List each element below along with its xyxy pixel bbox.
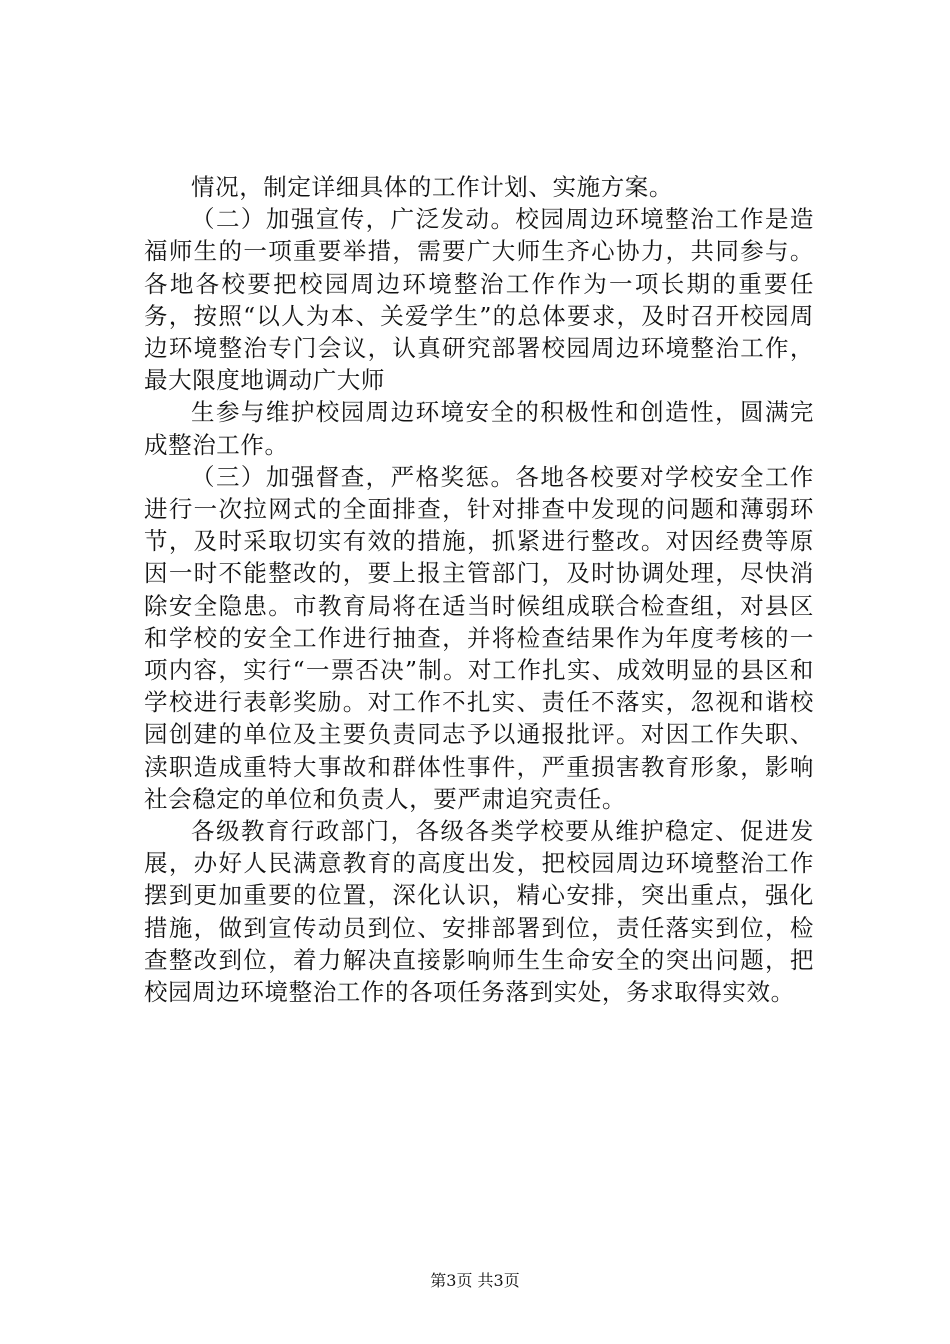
page-footer: 第3页 共3页 bbox=[430, 1271, 520, 1290]
paragraph-1: 情况，制定详细具体的工作计划、实施方案。 bbox=[191, 173, 673, 201]
paragraph-3: 生参与维护校园周边环境安全的积极性和创造性，圆满完成整治工作。 bbox=[144, 398, 814, 459]
paragraph-4: （三）加强督查，严格奖惩。各地各校要对学校安全工作进行一次拉网式的全面排查，针对排查中发现的问题和薄弱环节，及时采取切实有效的措施，抓紧进行整改。对因经费等原因一时不能整改的，要上报主管部门，及时协调处理，尽快消除安全隐患。市教育局将在适当时候组成联合检查组，对县区和学校的安全工作进行抽查，并将检查结果作为年度考核的一项内容，实行“一票否决”制。对工作扎实、成效明显的县区和学校进行表彰奖励。对工作不扎实、责任不落实，忽视和谐校园创建的单位及主要负责同志予以通报批评。对因工作失职、渎职造成重特大事故和群体性事件，严重损害教育形象，影响社会稳定的单位和负责人，要严肃追究责任。 bbox=[144, 462, 814, 813]
document-body bbox=[144, 171, 814, 1008]
paragraph-2: （二）加强宣传，广泛发动。校园周边环境整治工作是造福师生的一项重要举措，需要广大师生齐心协力，共同参与。各地各校要把校园周边环境整治工作作为一项长期的重要任务，按照“以人为本、关爱学生”的总体要求，及时召开校园周边环境整治专门会议，认真研究部署校园周边环境整治工作，最大限度地调动广大师 bbox=[144, 205, 814, 395]
paragraph-5: 各级教育行政部门，各级各类学校要从维护稳定、促进发展，办好人民满意教育的高度出发，把校园周边环境整治工作摆到更加重要的位置，深化认识，精心安排，突出重点，强化措施，做到宣传动员到位、安排部署到位，责任落实到位，检查整改到位，着力解决直接影响师生生命安全的突出问题，把校园周边环境整治工作的各项任务落到实处，务求取得实效。 bbox=[144, 817, 814, 1007]
